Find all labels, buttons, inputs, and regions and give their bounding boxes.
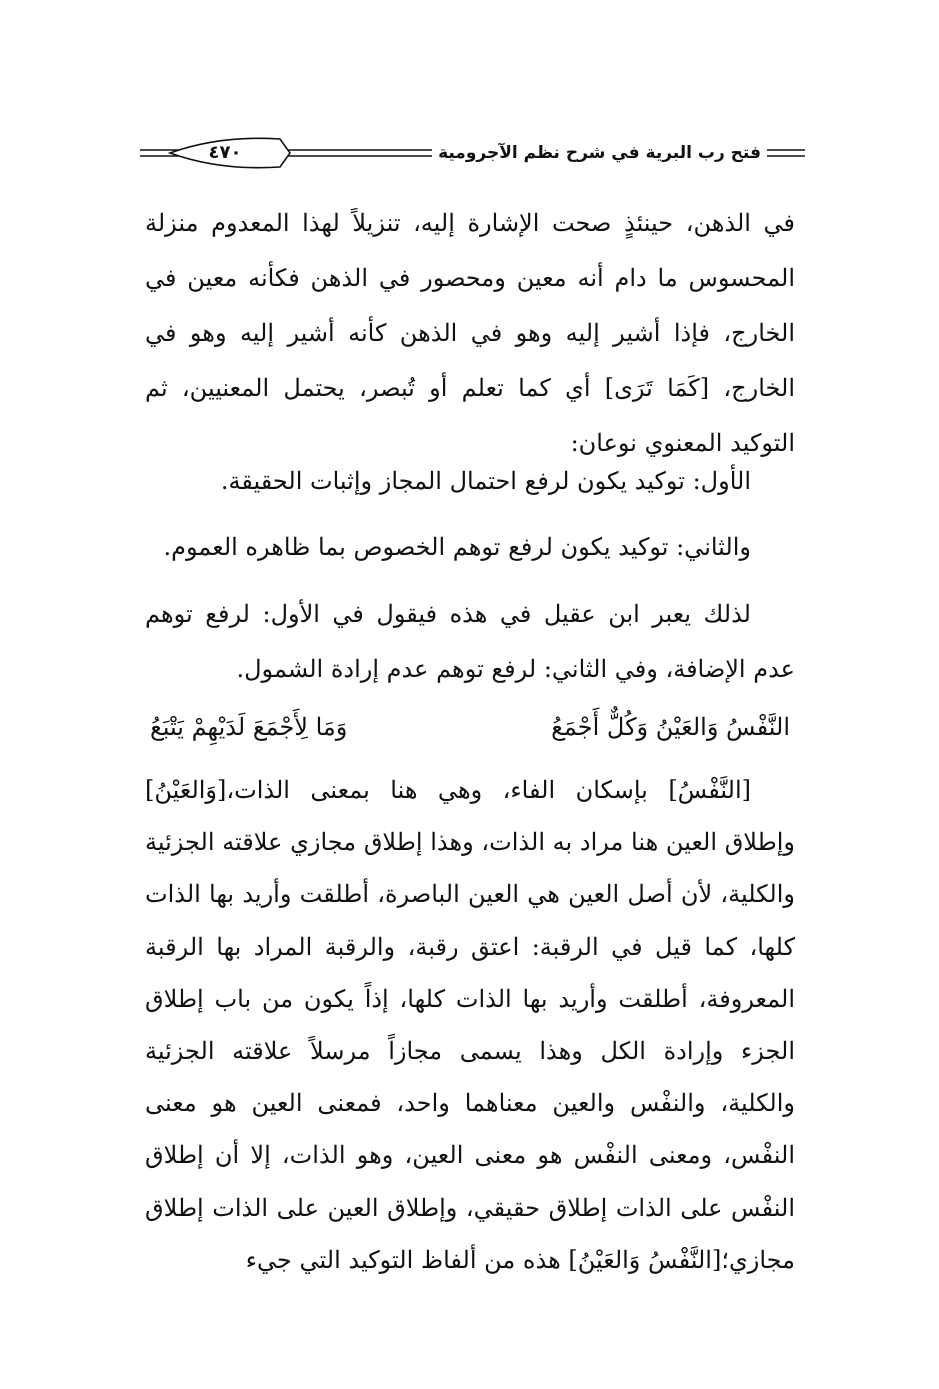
page-number: ٤٧٠ <box>208 142 242 163</box>
first-type-block <box>145 459 795 503</box>
page-header <box>140 133 805 173</box>
explanation-block <box>145 764 795 1286</box>
book-title: فتح رب البرية في شرح نظم الآجرومية <box>432 139 767 167</box>
explanation-paragraph: [النَّفْسُ] بإسكان الفاء، وهي هنا بمعنى الذات،[وَالعَيْنُ] وإطلاق العين هنا مراد به الذات، وهذا إطلاق مجازي علاقته الجزئية والكلية، لأن أصل العين هي العين الباصرة، أطلقت وأريد بها الذات كلها، كما قيل في الرقبة: اعتق رقبة، والرقبة المراد بها الرقبة المعروفة، أطلقت وأريد بها الذات كلها، إذاً يكون من باب إطلاق الجزء وإرادة الكل وهذا يسمى مجازاً مرسلاً علاقته الجزئية والكلية، والنفْس والعين معناهما واحد، فمعنى العين هو معنى النفْس، ومعنى النفْس هو معنى العين، وهو الذات، إلا أن إطلاق النفْس على الذات إطلاق حقيقي، وإطلاق العين على الذات إطلاق مجازي؛[النَّفْسُ وَالعَيْنُ] هذه من ألفاظ التوكيد التي جيء <box>145 776 795 1274</box>
verse-second-hemistich: وَمَا لِأَجْمَعَ لَدَيْهِمْ يَتْبَعُ <box>150 713 348 741</box>
first-type-text: الأول: توكيد يكون لرفع احتمال المجاز وإثبات الحقيقة. <box>220 467 751 495</box>
second-type-text: والثاني: توكيد يكون لرفع توهم الخصوص بما ظاهره العموم. <box>163 533 751 561</box>
summary-block <box>145 587 795 697</box>
intro-paragraph: في الذهن، حينئذٍ صحت الإشارة إليه، تنزيلاً لهذا المعدوم منزلة المحسوس ما دام أنه معين ومحصور في الذهن فكأنه معين في الخارج، فإذا أشير إليه وهو في الذهن كأنه أشير إليه وهو في الخارج، [كَمَا تَرَى] أي كما تعلم أو تُبصر، يحتمل المعنيين، ثم التوكيد المعنوي نوعان: <box>145 209 795 457</box>
second-type-block <box>145 525 795 569</box>
summary-paragraph: لذلك يعبر ابن عقيل في هذه فيقول في الأول: لرفع توهم عدم الإضافة، وفي الثاني: لرفع توهم عدم إرادة الشمول. <box>145 600 795 683</box>
verse-first-hemistich: النَّفْسُ وَالعَيْنُ وَكُلٌّ أَجْمَعُ <box>551 713 790 741</box>
poem-verse <box>150 702 790 752</box>
intro-block <box>145 196 795 471</box>
